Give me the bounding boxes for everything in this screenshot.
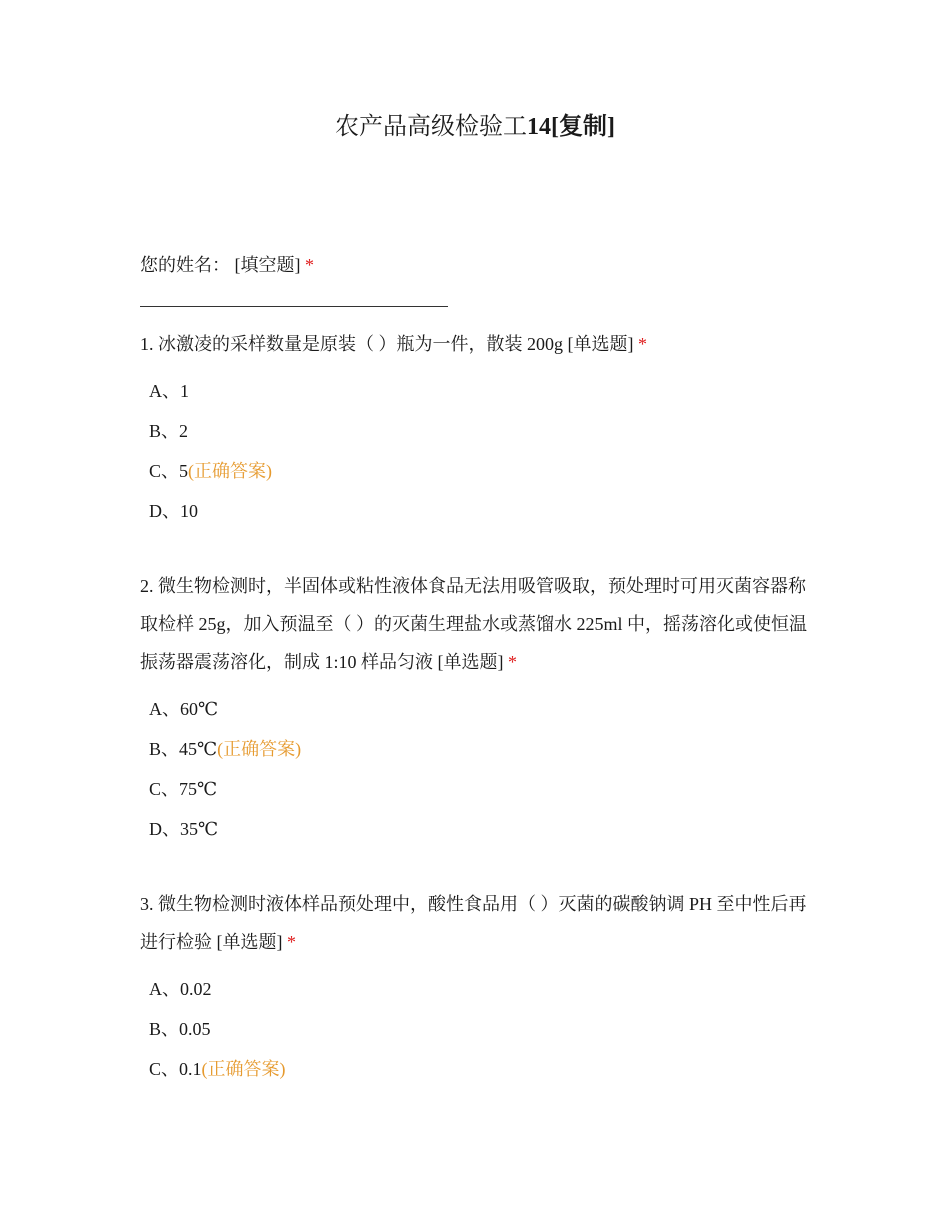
options-list xyxy=(149,371,820,531)
question-type: [单选题] xyxy=(216,932,283,952)
title-suffix: [复制] xyxy=(551,114,615,140)
option-item[interactable] xyxy=(149,371,820,411)
question-text: 1. 冰激凌的采样数量是原装（ ）瓶为一件，散装 200g xyxy=(140,334,563,354)
correct-answer-marker: (正确答案) xyxy=(188,461,273,481)
option-item[interactable] xyxy=(149,769,820,809)
title-number: 14 xyxy=(527,114,551,140)
question-3 xyxy=(140,885,820,1089)
question-type: [单选题] xyxy=(437,652,504,672)
option-label: D、35℃ xyxy=(149,819,219,839)
option-item[interactable] xyxy=(149,491,820,531)
option-item[interactable] xyxy=(149,451,820,491)
options-list xyxy=(149,689,820,849)
question-text: 3. 微生物检测时液体样品预处理中，酸性食品用（ ）灭菌的碳酸钠调 PH 至中性后再进行检验 xyxy=(140,894,807,952)
option-item[interactable] xyxy=(149,969,820,1009)
name-input-line[interactable] xyxy=(140,306,448,307)
option-item[interactable] xyxy=(149,729,820,769)
option-label: A、60℃ xyxy=(149,699,219,719)
option-label: B、0.05 xyxy=(149,1019,211,1039)
option-label: C、5 xyxy=(149,461,189,481)
option-label: A、1 xyxy=(149,381,189,401)
option-item[interactable] xyxy=(149,1009,820,1049)
required-mark: * xyxy=(305,255,314,275)
required-mark: * xyxy=(508,652,517,672)
name-type: [填空题] xyxy=(234,255,301,275)
option-item[interactable] xyxy=(149,689,820,729)
name-label: 您的姓名： xyxy=(140,255,230,275)
option-label: C、75℃ xyxy=(149,779,218,799)
title-main: 农产品高级检验工 xyxy=(335,114,527,140)
question-1 xyxy=(140,325,820,531)
option-label: B、2 xyxy=(149,421,189,441)
required-mark: * xyxy=(638,334,647,354)
option-label: B、45℃ xyxy=(149,739,218,759)
option-item[interactable] xyxy=(149,1049,820,1089)
option-label: C、0.1 xyxy=(149,1059,202,1079)
name-question xyxy=(140,246,314,284)
required-mark: * xyxy=(287,932,296,952)
correct-answer-marker: (正确答案) xyxy=(201,1059,286,1079)
question-2 xyxy=(140,567,820,849)
page-title xyxy=(0,112,950,142)
question-type: [单选题] xyxy=(567,334,634,354)
option-item[interactable] xyxy=(149,809,820,849)
option-label: A、0.02 xyxy=(149,979,212,999)
correct-answer-marker: (正确答案) xyxy=(217,739,302,759)
options-list xyxy=(149,969,820,1089)
question-text: 2. 微生物检测时，半固体或粘性液体食品无法用吸管吸取，预处理时可用灭菌容器称取检样 25g，加入预温至（ ）的灭菌生理盐水或蒸馏水 225ml 中，摇荡溶化或使恒温振荡器震荡溶化，制成 1:10 样品匀液 xyxy=(140,576,807,672)
option-label: D、10 xyxy=(149,501,198,521)
option-item[interactable] xyxy=(149,411,820,451)
